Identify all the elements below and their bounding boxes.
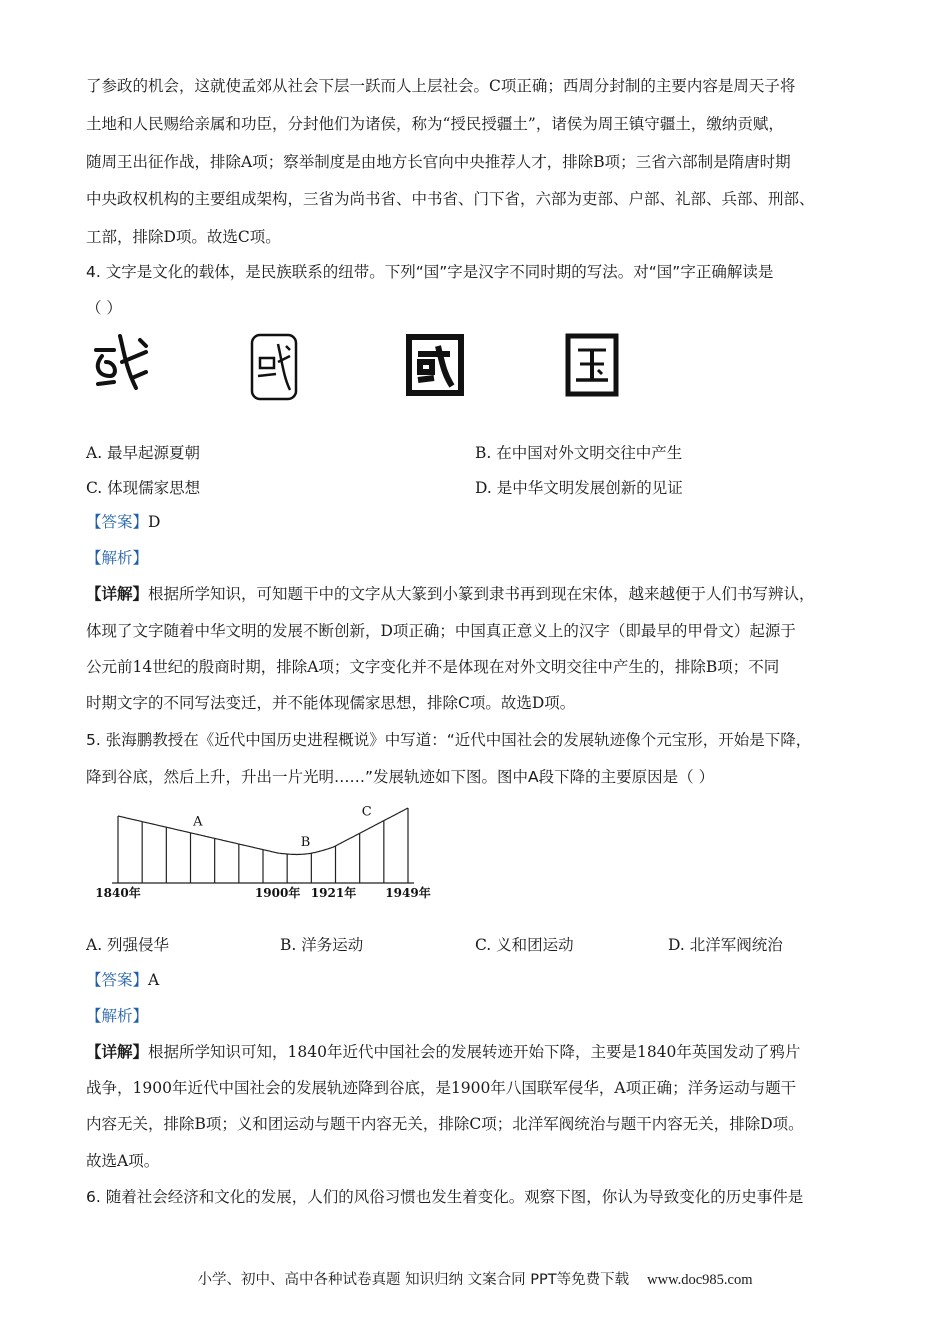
guo-bronze-script-image xyxy=(92,332,150,394)
intro-line: 土地和人民赐给亲属和功臣，分封他们为诸侯，称为“授民授疆土”，诸侯为周王镇守疆土，缴纳贡赋， xyxy=(86,115,784,133)
q5-detail-line: 内容无关，排除B项；义和团运动与题干内容无关，排除C项；北洋军阀统治与题干内容无关，排除D项。 xyxy=(86,1115,804,1133)
q4-analysis-label: 【解析】 xyxy=(86,549,149,567)
question-4-stem: （ ） xyxy=(86,299,122,317)
answer-value: A xyxy=(148,971,160,989)
guo-clerical-script-image xyxy=(404,332,466,398)
answer-label: 【答案】 xyxy=(86,513,149,531)
q4-detail-line: 时期文字的不同写法变迁，并不能体现儒家思想，排除C项。故选D项。 xyxy=(86,694,576,712)
question-5-stem: 降到谷底，然后上升，升出一片光明……”发展轨迹如下图。图中A段下降的主要原因是（ ） xyxy=(86,768,715,786)
q4-detail-line: 【详解】根据所学知识，可知题干中的文字从大篆到小篆到隶书再到现在宋体，越来越便于人们书写辨认， xyxy=(86,584,815,603)
q4-detail-line: 体现了文字随着中华文明的发展不断创新，D项正确；中国真正意义上的汉字（即最早的甲骨文）起源于 xyxy=(86,622,796,640)
segment-label: A xyxy=(193,814,203,830)
guo-song-typeface-image xyxy=(564,332,620,398)
q5-option-d: D. 北洋军阀统治 xyxy=(668,936,783,954)
detail-label: 【详解】 xyxy=(86,584,149,603)
q4-option-d: D. 是中华文明发展创新的见证 xyxy=(475,479,683,497)
intro-line: 工部，排除D项。故选C项。 xyxy=(86,228,281,246)
q5-answer xyxy=(86,970,159,990)
segment-label: C xyxy=(361,804,372,820)
x-tick-label: 1900年 xyxy=(254,886,301,900)
q5-analysis-label: 【解析】 xyxy=(86,1007,149,1025)
question-6-stem: 6. 随着社会经济和文化的发展，人们的风俗习惯也发生着变化。观察下图，你认为导致变化的历史事件是 xyxy=(86,1188,804,1206)
guo-seal-script-image xyxy=(248,332,300,402)
intro-line: 中央政权机构的主要组成架构，三省为尚书省、中书省、门下省，六部为吏部、户部、礼部、兵部、刑部、 xyxy=(86,190,815,208)
q5-option-a: A. 列强侵华 xyxy=(86,936,170,954)
intro-line: 了参政的机会，这就使孟郊从社会下层一跃而人上层社会。C项正确；西周分封制的主要内容是周天子将 xyxy=(86,77,796,95)
x-tick-label: 1949年 xyxy=(385,886,431,900)
x-tick-label: 1921年 xyxy=(310,886,357,900)
answer-value: D xyxy=(148,513,161,531)
footer-url[interactable]: www.doc985.com xyxy=(647,1272,753,1288)
x-tick-label: 1840年 xyxy=(95,886,141,900)
q4-answer xyxy=(86,512,160,532)
q5-option-c: C. 义和团运动 xyxy=(475,936,574,954)
detail-label: 【详解】 xyxy=(86,1042,149,1061)
question-4-stem: 4. 文字是文化的载体，是民族联系的纽带。下列“国”字是汉字不同时期的写法。对“国”字正确解读是 xyxy=(86,263,774,281)
page-footer xyxy=(0,1268,950,1289)
q5-detail-line: 战争，1900年近代中国社会的发展轨迹降到谷底，是1900年八国联军侵华，A项正确；洋务运动与题干 xyxy=(86,1079,797,1097)
q4-option-c: C. 体现儒家思想 xyxy=(86,479,201,497)
development-trajectory-chart xyxy=(86,798,436,910)
q4-detail-line: 公元前14世纪的殷商时期，排除A项；文字变化并不是体现在对外文明交往中产生的，排除B项；不同 xyxy=(86,658,780,676)
footer-text: 小学、初中、高中各种试卷真题 知识归纳 文案合同 PPT等免费下载 xyxy=(197,1272,630,1288)
q5-option-b: B. 洋务运动 xyxy=(280,936,364,954)
answer-label: 【答案】 xyxy=(86,971,149,989)
q5-detail-line: 故选A项。 xyxy=(86,1152,160,1170)
q5-detail-line: 【详解】根据所学知识可知，1840年近代中国社会的发展转迹开始下降，主要是1840年英国发动了鸦片 xyxy=(86,1042,801,1061)
q4-option-b: B. 在中国对外文明交往中产生 xyxy=(475,444,683,462)
question-5-stem: 5. 张海鹏教授在《近代中国历史进程概说》中写道：“近代中国社会的发展轨迹像个元宝形，开始是下降， xyxy=(86,731,812,749)
segment-label: B xyxy=(300,835,311,850)
q4-option-a: A. 最早起源夏朝 xyxy=(86,444,201,462)
intro-line: 随周王出征作战，排除A项；察举制度是由地方长官向中央推荐人才，排除B项；三省六部制是隋唐时期 xyxy=(86,153,791,171)
